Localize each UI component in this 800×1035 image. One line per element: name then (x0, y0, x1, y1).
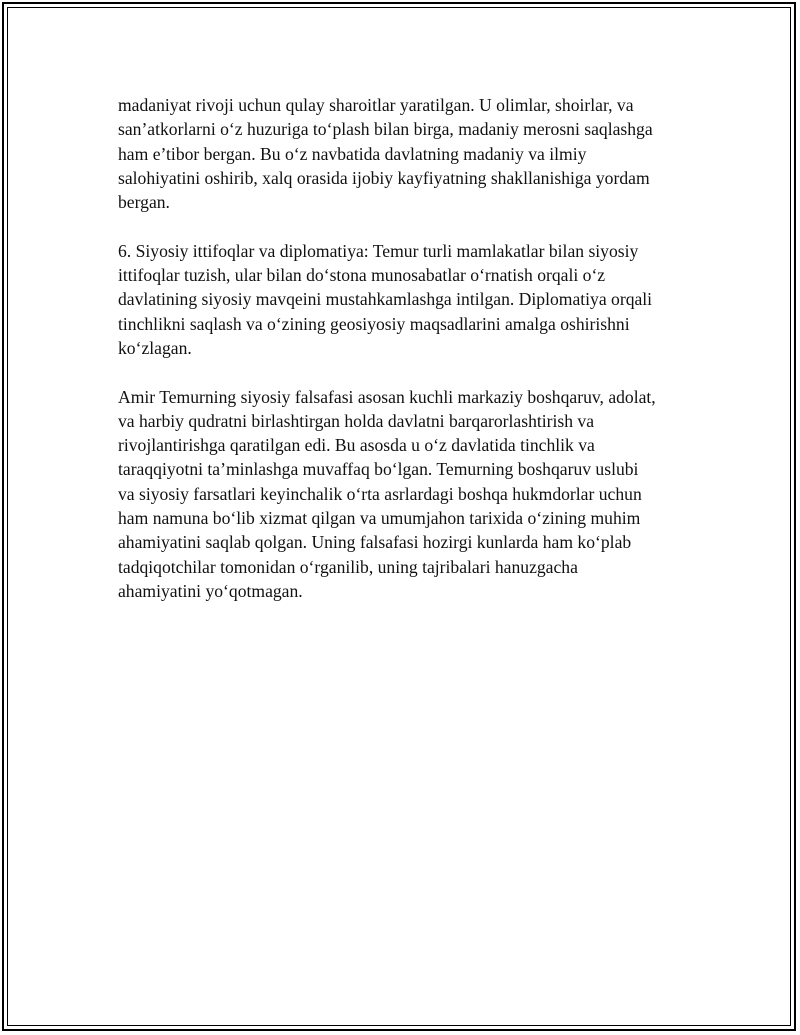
paragraph-culture: madaniyat rivoji uchun qulay sharoitlar yaratilgan. U olimlar, shoirlar, va san’atkorlarni o‘z huzuriga to‘plash bilan birga, madaniy merosni saqlashga ham e’tibor bergan. Bu o‘z navbatida davlatning madaniy va ilmiy salohiyatini oshirib, xalq orasida ijobiy kayfiyatning shakllanishiga yordam bergan. (118, 95, 653, 213)
paragraph-diplomacy: 6. Siyosiy ittifoqlar va diplomatiya: Temur turli mamlakatlar bilan siyosiy ittifoqlar tuzish, ular bilan do‘stona munosabatlar o‘rnatish orqali o‘z davlatining siyosiy mavqeini mustahkamlashga intilgan. Diplomatiya orqali tinchlikni saqlash va o‘zining geosiyosiy maqsadlarini amalga oshirishni ko‘zlagan. (118, 240, 653, 358)
paragraph-conclusion: Amir Temurning siyosiy falsafasi asosan kuchli markaziy boshqaruv, adolat, va harbiy qudratni birlashtirgan holda davlatni barqarorlashtirish va rivojlantirishga qaratilgan edi. Bu asosda u o‘z davlatida tinchlik va taraqqiyotni ta’minlashga muvaffaq bo‘lgan. Temurning boshqaruv uslubi va siyosiy farsatlari keyinchalik o‘rta asrlardagi boshqa hukmdorlar uchun ham namuna bo‘lib xizmat qilgan va umumjahon tarixida o‘zining muhim ahamiyatini saqlab qolgan. Uning falsafasi hozirgi kunlarda ham ko‘plab tadqiqotchilar tomonidan o‘rganilib, uning tajribalari hanuzgacha ahamiyatini yo‘qotmagan. (118, 386, 656, 601)
document-body (118, 93, 708, 628)
